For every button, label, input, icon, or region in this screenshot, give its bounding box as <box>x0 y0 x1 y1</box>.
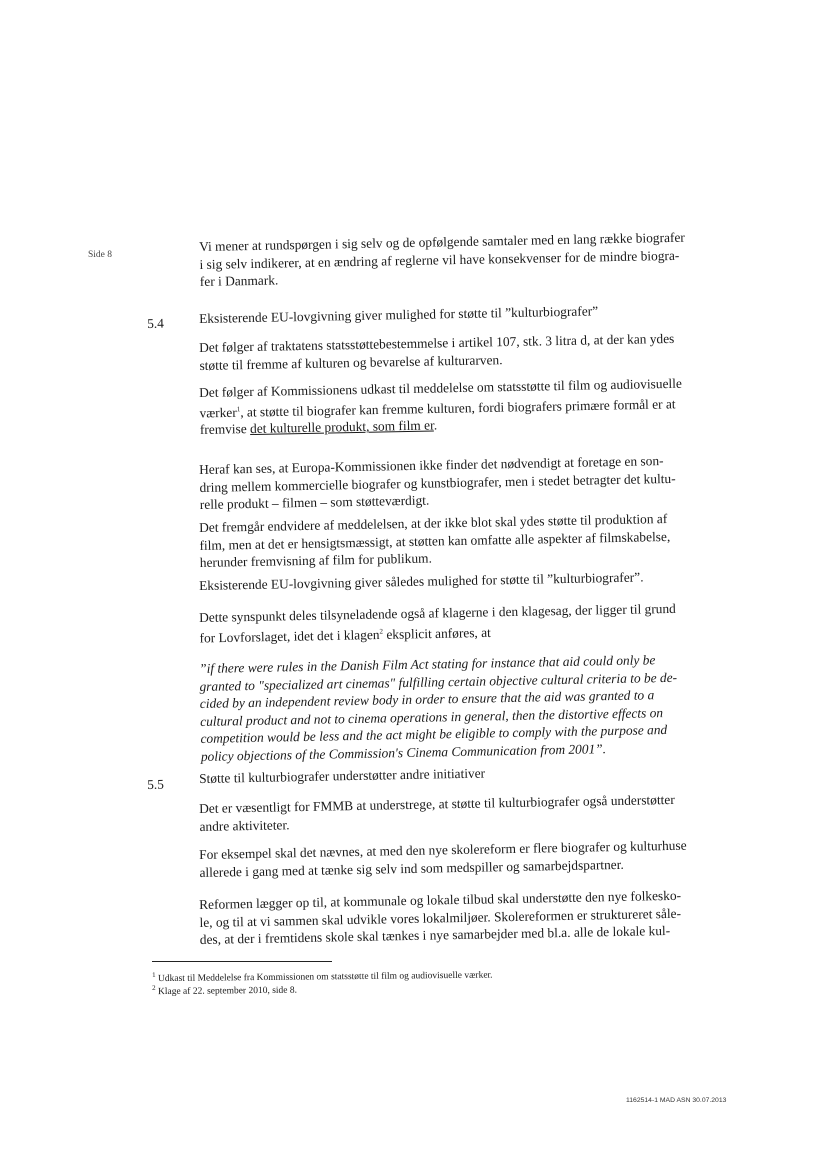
footnote-ref[interactable]: 1 <box>236 404 241 413</box>
paragraph-line: allerede i gang med at tænke sig selv ind som medspiller og samarbejdspartner. <box>199 856 624 880</box>
intro-line: i sig selv indikerer, at en ændring af reglerne vil have konsekvenser for de mindre biogra- <box>199 247 680 272</box>
section-number: 5.5 <box>147 776 165 792</box>
footnote-ref[interactable]: 2 <box>379 626 384 636</box>
section-title: Støtte til kulturbiografer understøtter andre initiativer <box>199 765 486 786</box>
quote-line: cided by an independent review body in order to ensure that the aid was granted to a <box>199 687 655 711</box>
paragraph-line: Det følger af Kommissionens udkast til meddelelse om statsstøtte til film og audiovisuelle <box>199 375 682 400</box>
text-span: for Lovforslaget, idet det i klagen <box>199 626 380 645</box>
paragraph-line: le, og til at vi sammen skal udvikle vores lokalmiljøer. Skolereformen er struktureret såle- <box>199 905 682 930</box>
text-span: værker <box>199 404 237 420</box>
intro-line: Vi mener at rundspørgen i sig selv og de opfølgende samtaler med en lang række biografer <box>199 229 685 254</box>
footnote-divider <box>152 961 332 962</box>
section-55-p1 <box>199 790 740 835</box>
paragraph-line: Det følger af traktatens statsstøttebestemmelse i artikel 107, stk. 3 litra d, at der kan ydes <box>199 330 675 355</box>
paragraph-line: dring mellem kommercielle biografer og kunstbiografer, men i stedet betragter det kultu- <box>199 470 676 495</box>
footnote-text: Klage af 22. september 2010, side 8. <box>157 985 298 998</box>
section-number: 5.4 <box>147 315 165 331</box>
quote-line: policy objections of the Commission's Cinema Communication from 2001”. <box>200 740 607 764</box>
quote-line: granted to "specialized art cinemas" fulfilling certain objective cultural criteria to be de- <box>199 669 678 694</box>
paragraph-line: For eksempel skal det nævnes, at med den nye skolereform er flere biografer og kulturhuse <box>199 837 687 862</box>
paragraph-line: Det er væsentligt for FMMB at understrege, at støtte til kulturbiografer også understøtter <box>199 791 675 816</box>
paragraph-line: Heraf kan ses, at Europa-Kommissionen ikke finder det nødvendigt at foretage en son- <box>199 453 664 477</box>
text-span: . <box>433 417 438 433</box>
text-span: fremvise <box>199 421 251 438</box>
section-54-p6 <box>199 599 740 647</box>
paragraph-line: Eksisterende EU-lovgivning giver således mulighed for støtte til ”kulturbiografer”. <box>199 569 644 593</box>
paragraph-line: Det fremgår endvidere af meddelelsen, at der ikke blot skal ydes støtte til produktion af <box>199 511 668 535</box>
paragraph-line: Dette synspunkt deles tilsyneladende også af klagerne i den klagesag, der ligger til grund <box>199 600 676 625</box>
block-quote <box>199 650 741 765</box>
paragraph-line: film, men at det er hensigtsmæssigt, at støtten kan omfatte alle aspekter af filmskabelse, <box>199 528 671 553</box>
paragraph-line: relle produkt – filmen – som støtteværdigt. <box>199 492 430 512</box>
section-55-p2 <box>199 836 740 881</box>
text-span: eksplicit anføres, at <box>382 624 491 642</box>
section-54-p2 <box>199 374 740 439</box>
footnote-mark: 2 <box>152 983 156 992</box>
intro-paragraph <box>199 228 740 291</box>
paragraph-line: andre aktiviteter. <box>199 816 290 834</box>
underlined-phrase: det kulturelle produkt, som film er <box>249 417 434 437</box>
section-54-p3 <box>199 451 740 514</box>
footnote-mark: 1 <box>152 970 156 979</box>
section-54-p4 <box>199 509 740 572</box>
text-span: , at støtte til biografer kan fremme kulturen, fordi biografers primære formål er at <box>240 395 676 420</box>
document-reference: 1162514-1 MAD ASN 30.07.2013 <box>626 1097 727 1104</box>
section-title: Eksisterende EU-lovgivning giver mulighed for støtte til ”kulturbiografer” <box>199 303 599 326</box>
paragraph-line: støtte til fremme af kulturen og bevarelse af kulturarven. <box>199 351 503 373</box>
footnote <box>152 980 297 998</box>
quote-line: ”if there were rules in the Danish Film Act stating for instance that aid could only be <box>199 652 656 676</box>
quote-line: cultural product and not to cinema operations in general, then the distortive effects on <box>200 704 664 729</box>
section-55-p3 <box>199 886 740 949</box>
paragraph-line: des, at der i fremtidens skole skal tænkes i nye samarbejder med bl.a. alle de lokale kul- <box>199 922 671 947</box>
footnote-text: Udkast til Meddelelse fra Kommissionen om statsstøtte til film og audiovisuelle værker. <box>157 970 493 985</box>
quote-line: competition would be less and the act might be eligible to comply with the purpose and <box>200 722 668 746</box>
paragraph-line: Reformen lægger op til, at kommunale og lokale tilbud skal understøtte den nye folkesko- <box>199 887 682 912</box>
section-54-p1 <box>199 329 740 374</box>
page-label: Side 8 <box>88 250 113 260</box>
intro-line: fer i Danmark. <box>199 272 279 289</box>
section-54-p5 <box>199 567 739 595</box>
paragraph-line: herunder fremvisning af film for publikum. <box>199 550 432 570</box>
